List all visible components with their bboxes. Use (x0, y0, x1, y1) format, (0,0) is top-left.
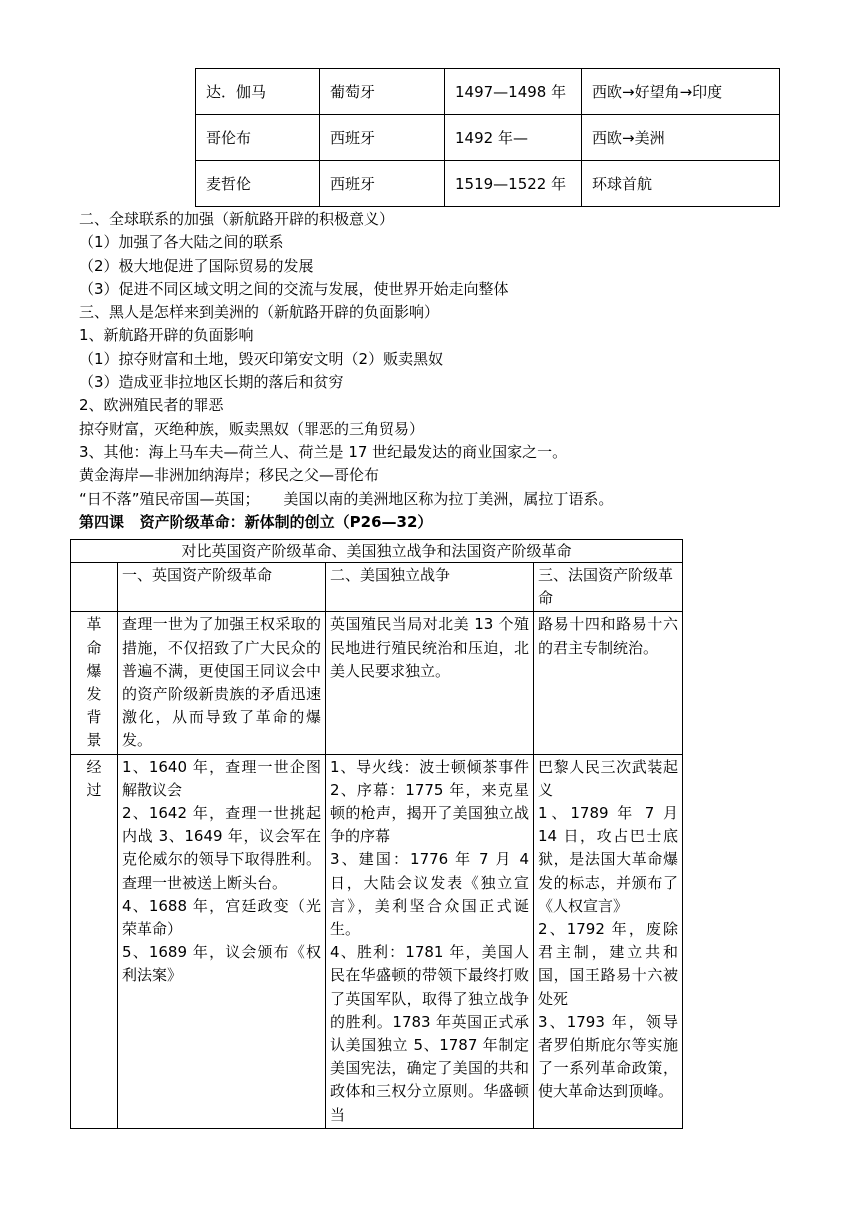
text-line: 2、欧洲殖民者的罪恶 (79, 396, 224, 415)
header-england: 一、英国资产阶级革命 (118, 563, 326, 612)
route-cell: 西欧→美洲 (582, 115, 780, 161)
years-cell: 1519—1522 年 (445, 161, 582, 207)
notes-text (79, 208, 613, 534)
text-line: “日不落”殖民帝国—英国； 美国以南的美洲地区称为拉丁美洲，属拉丁语系。 (79, 489, 614, 508)
text-line: 黄金海岸—非洲加纳海岸；移民之父—哥伦布 (79, 466, 380, 485)
table-title: 对比英国资产阶级革命、美国独立战争和法国资产阶级革命 (71, 540, 683, 563)
navigator-cell: 达．伽马 (196, 69, 320, 115)
table-row-process (71, 754, 683, 1128)
header-america: 二、美国独立战争 (326, 563, 534, 612)
text-line: （2）极大地促进了国际贸易的发展 (79, 256, 314, 275)
route-cell: 环球首航 (582, 161, 780, 207)
text-line: 3、其他：海上马车夫—荷兰人、荷兰是 17 世纪最发达的商业国家之一。 (79, 442, 568, 461)
navigator-cell: 哥伦布 (196, 115, 320, 161)
route-cell: 西欧→好望角→印度 (582, 69, 780, 115)
process-item: 1、1789 年 7 月 14 日，攻占巴士底狱，是法国大革命爆发的标志，并颁布了《人权宣言》 (538, 804, 678, 915)
navigator-cell: 麦哲伦 (196, 161, 320, 207)
process-item: 5、1689 年，议会颁布《权利法案》 (122, 943, 321, 985)
background-england: 查理一世为了加强王权采取的措施，不仅招致了广大民众的普遍不满，更使国王同议会中的资产阶级新贵族的矛盾迅速激化，从而导致了革命的爆发。 (118, 612, 326, 754)
process-france (534, 754, 683, 1128)
process-item: 1、1640 年，查理一世企图解散议会 (122, 757, 321, 799)
table-row (196, 115, 780, 161)
process-item: 4、1688 年，宫廷政变（光荣革命） (122, 896, 321, 939)
table-row (196, 161, 780, 207)
process-item: 3、1793 年，领导者罗伯斯庇尔等实施了一系列革命政策，使大革命达到顶峰。 (538, 1012, 678, 1101)
country-cell: 西班牙 (320, 161, 445, 207)
process-item: 2、1642 年，查理一世挑起内战 3、1649 年，议会军在克伦威尔的领导下取得胜利。查理一世被送上断头台。 (122, 804, 321, 892)
process-item: 1、导火线：波士顿倾茶事件 2、序幕：1775 年，来克星顿的枪声，揭开了美国独立战争的序幕 (330, 757, 529, 846)
header-empty-cell (71, 563, 118, 612)
row-label-background (71, 612, 118, 754)
process-item: 4、胜利：1781 年，美国人民在华盛顿的带领下最终打败了英国军队，取得了独立战争的胜利。1783 年英国正式承认美国独立 5、1787 年制定美国宪法，确定了美国的共和政体和三权分立原则。华盛顿当 (330, 943, 529, 1124)
process-item: 3、建国：1776 年 7 月 4 日，大陆会议发表《独立宣言》，美利坚合众国正式诞生。 (330, 850, 529, 939)
table-row-background (71, 612, 683, 754)
country-cell: 葡萄牙 (320, 69, 445, 115)
revolution-comparison-table (70, 539, 683, 1129)
row-label-text: 革命爆发背景 (86, 615, 102, 750)
text-line: （3）促进不同区域文明之间的交流与发展，使世界开始走向整体 (79, 279, 509, 298)
background-america: 英国殖民当局对北美 13 个殖民地进行殖民统治和压迫，北美人民要求独立。 (326, 612, 534, 754)
header-france: 三、法国资产阶级革命 (534, 563, 683, 612)
text-line: 1、新航路开辟的负面影响 (79, 326, 254, 345)
table-row (196, 69, 780, 115)
years-cell: 1492 年— (445, 115, 582, 161)
process-england (118, 754, 326, 1128)
explorers-table (195, 68, 780, 207)
background-france: 路易十四和路易十六的君主专制统治。 (534, 612, 683, 754)
lesson-heading: 第四课 资产阶级革命：新体制的创立（P26—32） (79, 512, 433, 531)
table-header-row (71, 563, 683, 612)
text-line: （3）造成亚非拉地区长期的落后和贫穷 (79, 373, 344, 392)
text-line: （1）掠夺财富和土地，毁灭印第安文明（2）贩卖黑奴 (79, 349, 444, 368)
section-heading: 二、全球联系的加强（新航路开辟的积极意义） (79, 210, 395, 228)
process-item: 2、1792 年，废除君主制，建立共和国，国王路易十六被处死 (538, 920, 678, 1008)
table-title-row (71, 540, 683, 563)
section-heading: 三、黑人是怎样来到美洲的（新航路开辟的负面影响） (79, 303, 440, 322)
row-label-text: 经过 (86, 757, 102, 799)
country-cell: 西班牙 (320, 115, 445, 161)
text-line: 掠夺财富，灭绝种族，贩卖黑奴（罪恶的三角贸易） (79, 419, 425, 438)
years-cell: 1497—1498 年 (445, 69, 582, 115)
text-line: （1）加强了各大陆之间的联系 (79, 233, 284, 252)
process-item: 巴黎人民三次武装起义 (538, 757, 678, 799)
row-label-process (71, 754, 118, 1128)
process-america (326, 754, 534, 1128)
